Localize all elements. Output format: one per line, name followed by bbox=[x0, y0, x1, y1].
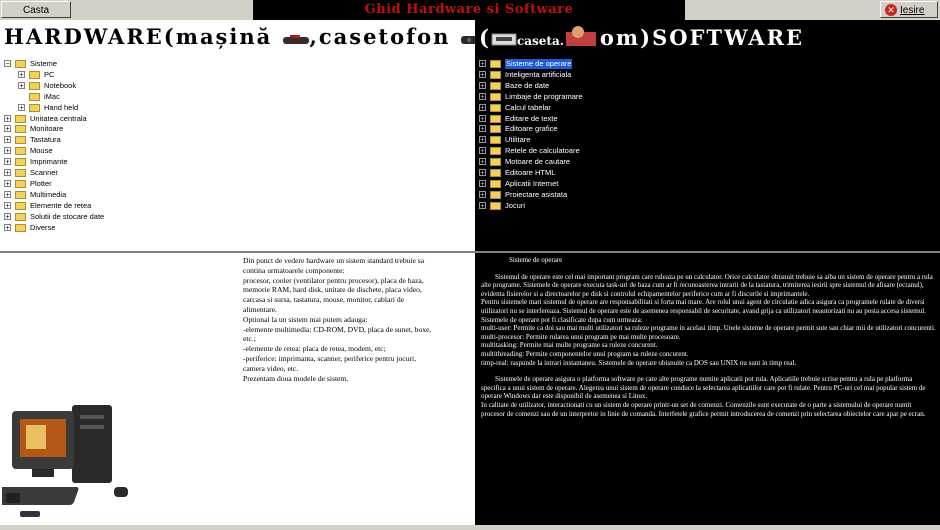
expand-icon[interactable]: + bbox=[480, 93, 485, 101]
software-description-text bbox=[481, 256, 936, 418]
expand-icon[interactable]: + bbox=[480, 61, 485, 68]
tree-item-label: Scanner bbox=[30, 168, 58, 177]
folder-icon bbox=[490, 60, 501, 68]
tree-item-label: iMac bbox=[44, 91, 60, 101]
software-tree bbox=[475, 56, 940, 251]
tree-item-label: Elemente de retea bbox=[30, 200, 92, 210]
expand-icon[interactable]: + bbox=[480, 115, 485, 123]
tree-item-label: Jocuri bbox=[505, 200, 526, 210]
description-paragraph: Sistemele de operare pot fi clasificate dupa cum urmeaza: bbox=[481, 315, 643, 324]
tree-item-label: Editare de texte bbox=[505, 113, 558, 123]
folder-icon bbox=[15, 115, 26, 123]
tree-item-label: Hand held bbox=[44, 102, 79, 112]
folder-icon bbox=[490, 115, 501, 123]
expand-icon[interactable]: + bbox=[480, 148, 485, 156]
description-paragraph: Sistemele de operare asigura o platforma software pe care alte programe numite aplicatii pot rula. Aplicatiile trebuie scrise pentru a rula pe platforma specifica a unui sistem de operare. Alegerea unui sistem de operare conduce la selectarea aplicatiilor care pot fi rulate. Pentru PC-uri cel mai popular sistem de operare Windows dar este disponibil de asemenea si Linux. bbox=[481, 375, 926, 401]
tree-item-label: Utilitare bbox=[505, 135, 531, 145]
tree-item-label: Mouse bbox=[30, 146, 53, 156]
description-line: -elemente de retea: placa de retea, modem, etc; bbox=[243, 344, 386, 354]
tree-item-label: Calcul tabelar bbox=[505, 102, 551, 112]
tree-item-label: Editoare grafice bbox=[505, 124, 558, 134]
folder-icon bbox=[490, 202, 501, 210]
hardware-header bbox=[0, 20, 475, 56]
folder-icon bbox=[15, 147, 26, 155]
tree-item-label: Editoare HTML bbox=[505, 168, 556, 177]
expand-icon[interactable]: + bbox=[480, 159, 485, 167]
description-paragraph: Pentru sistemele mari sistemul de operare are responsabilitati si forta mai mare. Are rolul unui agent de circulatie adica asigura ca programele rulate de diversi utilizatori nu se interfereaza. Sistemul de operare este de asemenea responsabil de securitate, avand grija ca utilizatori neautorizati nu au posta accesa sistemul. bbox=[481, 298, 926, 315]
expand-icon[interactable]: + bbox=[19, 104, 24, 112]
software-description-panel bbox=[475, 253, 940, 525]
tree-item-label: Limbaje de programare bbox=[505, 91, 583, 101]
expand-icon[interactable]: + bbox=[19, 71, 24, 79]
folder-icon bbox=[490, 82, 501, 90]
description-line: -elemente multimedia: CD-ROM, DVD, placa de sunet, boxe, bbox=[243, 324, 432, 334]
expand-icon[interactable]: + bbox=[5, 148, 10, 156]
folder-icon bbox=[15, 169, 26, 177]
expand-icon[interactable]: + bbox=[5, 191, 10, 199]
folder-icon bbox=[15, 202, 26, 210]
expand-icon[interactable]: + bbox=[5, 159, 10, 167]
tree-item-label: Inteligenta artificiala bbox=[505, 69, 572, 79]
tree-item-label: Proiectare asistata bbox=[505, 189, 568, 199]
description-paragraph bbox=[481, 367, 936, 375]
collapse-icon[interactable]: − bbox=[5, 61, 10, 68]
description-line: carcasa si sursa, tastatura, mouse, monitor, cablari de bbox=[243, 295, 405, 305]
tree-item-label: Aplicatii Internet bbox=[505, 178, 559, 188]
folder-icon bbox=[490, 147, 501, 155]
expand-icon[interactable]: + bbox=[480, 137, 485, 145]
folder-icon bbox=[29, 71, 40, 79]
expand-icon[interactable]: + bbox=[5, 213, 10, 221]
expand-icon[interactable]: + bbox=[480, 82, 485, 90]
top-toolbar bbox=[0, 0, 940, 20]
folder-icon bbox=[15, 213, 26, 221]
tree-item-label: Tastatura bbox=[30, 135, 61, 145]
casta-button[interactable]: Casta bbox=[1, 1, 71, 18]
folder-icon bbox=[15, 224, 26, 232]
expand-icon[interactable]: + bbox=[5, 224, 10, 232]
description-paragraph: multitasking: Permite mai multe programe sa ruleze concurent. bbox=[481, 341, 658, 350]
software-description-heading: Sisteme de operare bbox=[509, 256, 563, 264]
description-paragraph: multi-user: Permite ca doi sau mai multi utilizatori sa ruleze programe in acelasi timp. Unele sisteme de operare permit sute sau chiar mii de utilizatori concurenti. bbox=[481, 324, 936, 333]
tree-item-label: PC bbox=[44, 69, 55, 79]
folder-icon bbox=[15, 180, 26, 188]
expand-icon[interactable]: + bbox=[5, 170, 10, 177]
folder-icon bbox=[29, 93, 40, 101]
folder-icon bbox=[15, 125, 26, 133]
folder-icon bbox=[15, 158, 26, 166]
folder-icon bbox=[29, 104, 40, 112]
description-line: Optional la un sistem mai putem adauga: bbox=[243, 314, 368, 324]
description-line: contina urmatoarele componente: bbox=[243, 265, 345, 275]
tree-item-label: Multimedia bbox=[30, 189, 67, 199]
folder-icon bbox=[490, 191, 501, 199]
expand-icon[interactable]: + bbox=[480, 104, 485, 112]
hardware-description-text bbox=[243, 256, 471, 383]
expand-icon[interactable]: + bbox=[5, 202, 10, 210]
tree-item-label: Notebook bbox=[44, 80, 77, 90]
tree-item-label: Solutii de stocare date bbox=[30, 211, 105, 221]
expand-icon[interactable]: + bbox=[5, 126, 10, 134]
software-heading: ( caseta. om)SOFTWARE bbox=[479, 24, 804, 55]
desktop-computer-image bbox=[2, 403, 142, 530]
person-image bbox=[564, 24, 600, 55]
description-line: memorie RAM, hard disk, unitate de dischete, placa video, bbox=[243, 285, 422, 295]
tree-item-label: Baze de date bbox=[505, 80, 550, 90]
tree-item-label: Motoare de cautare bbox=[505, 157, 571, 167]
expand-icon[interactable]: + bbox=[19, 82, 24, 90]
expand-icon[interactable]: + bbox=[5, 137, 10, 145]
description-paragraph: Sistemul de operare este cel mai important program care ruleaza pe un calculator. Orice calculator obisnuit trebuie sa aiba un sistem de operare pentru a rula alte programe. Sistemele de operare executa task-uri de baza cum ar fi recunoasterea intrarii de la tastatura, trimiterea iesirii spre sistemul de afisare (ecranul), evidenta fisierelor si a directoarelor pe disk si controlul echipamentelor periferice cum ar fi discurile si imprimantele. bbox=[481, 272, 933, 298]
folder-icon bbox=[490, 158, 501, 166]
tree-item-label: Diverse bbox=[30, 222, 56, 232]
folder-icon bbox=[490, 180, 501, 188]
expand-icon[interactable]: + bbox=[480, 126, 485, 134]
tree-item-label: Unitatea centrala bbox=[30, 113, 87, 123]
description-line: procesor, cooler (ventilator pentru procesor), placa de baza, bbox=[243, 275, 424, 285]
expand-icon[interactable]: + bbox=[480, 71, 485, 79]
tape-recorder-image bbox=[282, 26, 310, 51]
tree-item-label: Sisteme bbox=[30, 59, 58, 68]
tree-item-label: Plotter bbox=[30, 178, 52, 188]
folder-icon bbox=[15, 191, 26, 199]
folder-icon bbox=[15, 60, 26, 68]
hardware-tree bbox=[0, 56, 475, 251]
description-paragraph: multithreading: Permite componentelor unui program sa ruleze concurent. bbox=[481, 349, 689, 358]
tree-item-label: Retele de calculatoare bbox=[505, 146, 580, 156]
expand-icon[interactable]: + bbox=[480, 180, 485, 188]
description-line: etc.; bbox=[243, 334, 256, 344]
hardware-heading: HARDWARE(mașină ,casetofon bbox=[4, 24, 492, 51]
expand-icon[interactable]: + bbox=[5, 180, 10, 188]
expand-icon[interactable]: + bbox=[480, 170, 485, 177]
close-circle-icon: ✕ bbox=[885, 4, 897, 16]
tree-item-label: Sisteme de operare bbox=[506, 59, 572, 68]
folder-icon bbox=[490, 169, 501, 177]
folder-icon bbox=[490, 125, 501, 133]
folder-icon bbox=[490, 93, 501, 101]
description-paragraph: timp-real: raspunde la intrari instantaneu. Sistemele de operare obisnuite ca DOS sau UNIX nu sunt in timp real. bbox=[481, 358, 797, 367]
folder-icon bbox=[490, 136, 501, 144]
expand-icon[interactable]: + bbox=[480, 191, 485, 199]
description-paragraph: multi-procesor: Permite rularea unui program pe mai multe procesoare. bbox=[481, 332, 681, 341]
software-header bbox=[475, 20, 940, 56]
description-line: Din punct de vedere hardware un sistem standard trebuie sa bbox=[243, 256, 425, 265]
description-line: -periferice: imprimanta, scanner, periferice pentru jocuri, bbox=[243, 353, 416, 363]
folder-icon bbox=[15, 136, 26, 144]
hardware-description-panel bbox=[0, 253, 475, 525]
expand-icon[interactable]: + bbox=[5, 115, 10, 123]
tree-item-label: Imprimante bbox=[30, 157, 68, 167]
cassette-image bbox=[491, 27, 517, 52]
description-line: Prezentam doua modele de sistem. bbox=[243, 373, 349, 383]
exit-button[interactable] bbox=[880, 1, 938, 18]
description-line: alimentare. bbox=[243, 304, 277, 314]
description-paragraph: In calitate de utilizator, interactionati cu un sistem de operare printr-un set de comenzi. Comenzile sunt executate de o parte a sistemului de operare numit procesor de comenzi sau de un interpretor in linie de comanda. Interfetele grafice permit introducerea de comenzi prin selectarea obiectelor care apar pe ecran. bbox=[481, 400, 926, 418]
folder-icon bbox=[29, 82, 40, 90]
folder-icon bbox=[490, 104, 501, 112]
exit-label: Iesire bbox=[900, 5, 925, 16]
app-title: Ghid Hardware si Software bbox=[253, 0, 685, 20]
tree-item-label: Monitoare bbox=[30, 124, 64, 134]
folder-icon bbox=[490, 71, 501, 79]
description-line: camera video, etc. bbox=[243, 363, 299, 373]
expand-icon[interactable]: + bbox=[480, 202, 485, 210]
